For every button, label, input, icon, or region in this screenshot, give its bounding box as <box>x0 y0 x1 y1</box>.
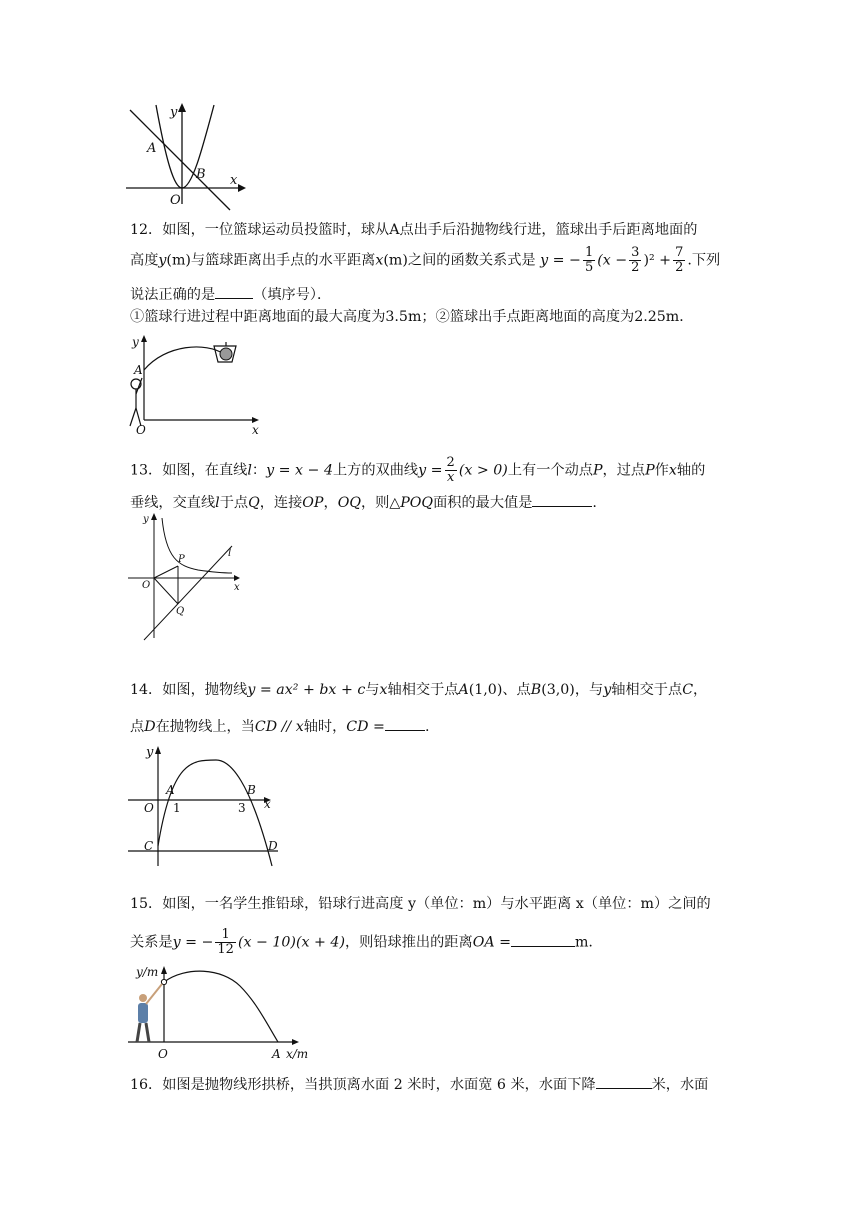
denominator: 5 <box>584 260 594 275</box>
denominator: 2 <box>675 260 684 275</box>
text: m. <box>574 934 593 951</box>
numerator: 1 <box>584 245 594 260</box>
segment-oq <box>154 578 178 604</box>
label-a: A <box>134 363 143 377</box>
var-x: x <box>375 252 384 269</box>
label-y: y/m <box>136 965 159 979</box>
text: 轴相交于点 <box>611 682 683 698</box>
answer-blank[interactable] <box>532 492 592 507</box>
q12-line3 <box>130 284 331 305</box>
formula: CD = <box>346 719 385 735</box>
label-x: x <box>252 423 259 437</box>
label-b: B <box>247 783 256 797</box>
segment-op <box>154 566 178 578</box>
formula: y = − <box>172 934 214 951</box>
label-y: y <box>132 335 139 349</box>
label-o: O <box>170 193 181 208</box>
point-d: D <box>144 719 156 735</box>
basketball <box>220 348 232 360</box>
label-a: A <box>166 783 175 797</box>
q12-line2 <box>130 246 720 275</box>
text: 与 <box>365 682 380 698</box>
text: 13．如图，在直线 <box>130 462 248 479</box>
fraction <box>215 928 236 957</box>
var-l: l <box>215 495 220 511</box>
denominator: 12 <box>217 942 234 957</box>
text: (m)之间的函数关系式是 <box>383 252 536 269</box>
figure-q12 <box>126 334 266 436</box>
coords: (1,0) <box>468 682 503 698</box>
label-o: O <box>144 801 154 815</box>
label-l: l <box>228 548 232 559</box>
q12-line1: 12．如图，一位篮球运动员投篮时，球从A点出手后沿抛物线行进，篮球出手后距离地面的 <box>130 222 698 238</box>
q15-line1: 15．如图，一名学生推铅球，铅球行进高度 y（单位：m）与水平距离 x（单位：m）之间的 <box>130 896 711 912</box>
student-figure <box>137 984 162 1042</box>
text: ，与 <box>574 682 604 698</box>
text: 高度 <box>130 252 159 269</box>
label-d: D <box>268 839 278 853</box>
text: ，则铅球推出的距离 <box>344 934 473 951</box>
text: 点 <box>130 719 145 735</box>
shot-ball <box>161 979 166 984</box>
var-x: x <box>379 682 388 698</box>
q14-line1 <box>130 680 707 700</box>
text: 上有一个动点 <box>507 462 593 479</box>
label-o: O <box>158 1047 168 1061</box>
formula: y = − <box>540 252 581 269</box>
text: 说法正确的是 <box>130 287 216 303</box>
text: 轴的 <box>676 462 706 479</box>
formula: y = x − 4 <box>266 462 333 479</box>
q12-line4: ①篮球行进过程中距离地面的最大高度为3.5m；②篮球出手点距离地面的高度为2.25m． <box>130 309 694 325</box>
text: . <box>424 719 430 735</box>
label-x: x <box>234 582 240 593</box>
triangle-poq: POQ <box>400 495 434 511</box>
text: .下列 <box>687 252 721 269</box>
y-arrow <box>141 335 147 342</box>
text: 16．如图是抛物线形拱桥，当拱顶离水面 2 米时，水面宽 6 米，水面下降 <box>130 1077 596 1093</box>
segment-oq: OQ <box>337 495 361 511</box>
q16-line1 <box>130 1074 708 1095</box>
answer-blank[interactable] <box>511 932 575 947</box>
label-y: y <box>170 105 178 120</box>
text: 垂线，交直线 <box>130 495 216 511</box>
text: 面积的最大值是 <box>433 495 533 511</box>
text: ： <box>251 462 267 479</box>
formula: )² + <box>643 252 672 269</box>
label-x: x <box>264 797 271 811</box>
fraction <box>673 246 685 275</box>
text: 米，水面 <box>651 1077 709 1093</box>
figure-q13 <box>126 510 256 642</box>
x-arrow <box>234 575 240 581</box>
figure-q15 <box>126 964 316 1062</box>
x-arrow <box>292 1039 299 1045</box>
point-a: A <box>458 682 469 698</box>
label-p: P <box>178 554 185 565</box>
numerator: 7 <box>675 245 684 260</box>
label-x: x/m <box>286 1047 309 1061</box>
shot-trajectory <box>164 971 278 1042</box>
answer-blank[interactable] <box>596 1074 652 1089</box>
fraction <box>583 246 595 275</box>
numerator: 3 <box>631 245 640 260</box>
var-p: P <box>592 462 603 479</box>
text: ，过点 <box>602 462 646 479</box>
label-y: y <box>146 745 154 760</box>
label-3: 3 <box>238 801 246 815</box>
fraction <box>445 456 457 485</box>
formula: OA = <box>472 934 511 951</box>
label-y: y <box>143 514 149 525</box>
q15-line2 <box>130 928 593 957</box>
coords: (3,0) <box>541 682 575 698</box>
formula: (x > 0) <box>458 462 508 479</box>
ball-path <box>144 347 224 370</box>
var-q: Q <box>248 495 260 511</box>
label-b: B <box>196 167 206 182</box>
figure-q11 <box>126 100 256 208</box>
denominator: x <box>447 470 455 485</box>
label-x: x <box>230 173 238 188</box>
y-arrow <box>161 966 167 974</box>
text: 作 <box>654 462 669 479</box>
text: 上方的双曲线 <box>332 462 419 479</box>
q14-line2 <box>130 716 429 737</box>
formula: y = ax² + bx + c <box>247 682 366 698</box>
text: 关系是 <box>130 934 173 951</box>
var-p: P <box>645 462 655 479</box>
point-c: C <box>682 682 694 698</box>
var-x: x <box>668 462 677 479</box>
text: ，连接 <box>259 495 303 511</box>
answer-blank[interactable] <box>215 284 253 299</box>
label-o: O <box>136 423 146 437</box>
hyperbola-curve <box>162 518 232 573</box>
formula: (x − 10)(x + 4) <box>237 934 345 951</box>
text: （填序号）． <box>253 287 332 303</box>
fraction <box>629 246 641 275</box>
text: 、点 <box>502 682 531 698</box>
q13-line1 <box>130 456 705 485</box>
text: 在抛物线上，当 <box>155 719 255 735</box>
text: ，则△ <box>360 495 401 511</box>
label-c: C <box>144 839 154 853</box>
text: . <box>592 495 597 511</box>
label-a: A <box>147 141 157 156</box>
denominator: 2 <box>631 260 640 275</box>
var-y: y <box>603 682 612 698</box>
text: 14．如图，抛物线 <box>130 682 248 698</box>
text: ， <box>693 682 708 698</box>
text: 轴相交于点 <box>387 682 459 698</box>
numerator: 2 <box>446 455 455 470</box>
y-arrow <box>155 746 161 754</box>
numerator: 1 <box>215 928 236 943</box>
label-q: Q <box>176 606 185 617</box>
formula: (x − <box>597 252 628 269</box>
y-arrow <box>151 513 157 520</box>
text: ， <box>323 495 338 511</box>
y-arrow <box>178 103 186 112</box>
var-l: l <box>247 462 252 479</box>
formula: y = <box>418 462 443 479</box>
formula: CD // x <box>254 719 304 735</box>
text: (m)与篮球距离出手点的水平距离 <box>166 252 376 269</box>
var-y: y <box>158 252 167 269</box>
text: 于点 <box>219 495 249 511</box>
label-o: O <box>142 580 151 591</box>
x-arrow <box>238 184 246 192</box>
segment-op: OP <box>302 495 324 511</box>
label-1: 1 <box>173 801 181 815</box>
line-l <box>144 546 232 640</box>
text: 轴时， <box>303 719 347 735</box>
point-b: B <box>530 682 542 698</box>
figure-q14 <box>126 740 286 870</box>
label-a: A <box>272 1047 281 1061</box>
answer-blank[interactable] <box>385 716 425 731</box>
